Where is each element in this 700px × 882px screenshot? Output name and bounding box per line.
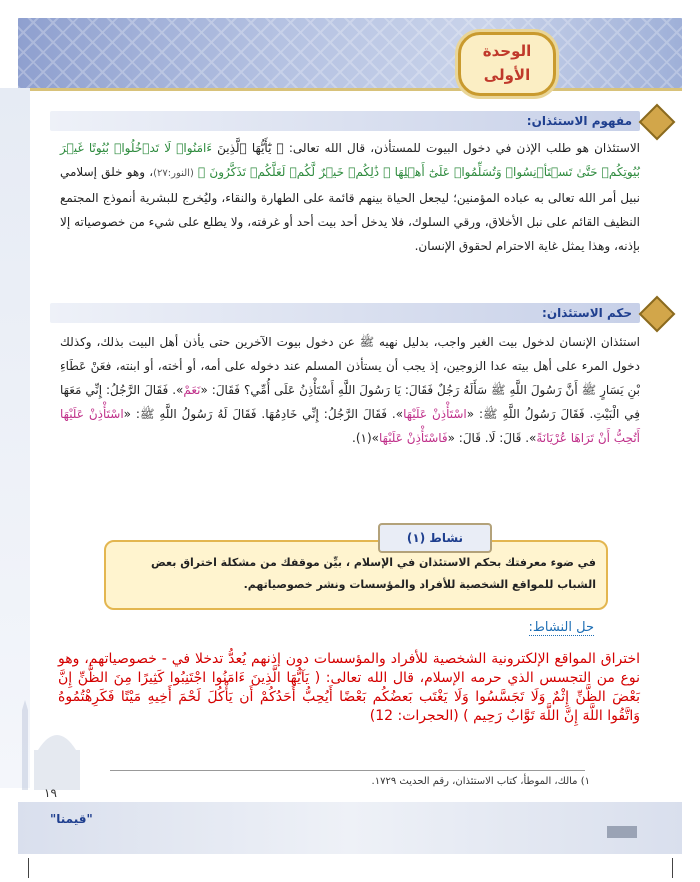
ruling-text-e: »(١). xyxy=(352,431,379,445)
ruling-text-b: ». فَقَالَ الرَّجُلُ: إِنِّي مَعَهَا فِي الْبَيْتِ. فَقَالَ رَسُولُ اللَّهِ ﷺ: « xyxy=(60,383,641,421)
header-pattern xyxy=(18,18,682,88)
unit-badge-line2: الأولى xyxy=(483,66,531,84)
hadith-phrase-2: اسْتَأْذِنْ عَلَيْهَا xyxy=(403,407,467,421)
answer-label: حل النشاط: xyxy=(528,620,594,635)
hadith-phrase-1: نَعَمْ xyxy=(183,383,201,397)
footer-mark xyxy=(607,826,637,838)
concept-paragraph xyxy=(60,136,640,258)
brand-logo: "قيمنا" xyxy=(50,812,93,826)
crop-mark xyxy=(28,858,29,878)
ruling-paragraph xyxy=(60,330,640,450)
ruling-text-a: استئذان الإنسان لدخول بيت الغير واجب، بدليل نهيه ﷺ عن دخول بيوت الآخرين حتى يأذن أهل البيت بذلك، وكذلك دخول المرء على أهل بيته عدا الزوجين، إذ يجب أن يستأذن المسلم عند دخوله على أمه، أو أخته، أو ابنته، فعَنْ عَطَاءِ بْنِ يَسَارٍ ﷺ أَنَّ رَسُولَ اللَّهِ ﷺ سَأَلَهُ رَجُلٌ فَقَالَ: يَا رَسُولَ اللَّهِ أَسْتَأْذِنُ عَلَى أُمِّي؟ فَقَالَ: « xyxy=(60,335,641,397)
activity-tab-label: نشاط (١) xyxy=(406,531,464,545)
ruling-text-d: ». قَالَ: لَا. قَالَ: « xyxy=(447,431,537,445)
activity-box xyxy=(104,540,608,610)
quran-verse: ءَامَنُوا۟ لَا تَدۡخُلُوا۟ بُيُوتًا غَيۡرَ بُيُوتِكُمۡ حَتَّىٰ تَسۡتَأۡنِسُوا۟ وَتُسَلِّمُوا۟ عَلَىٰٓ أَهۡلِهَا ۚ ذَٰلِكُمۡ خَيۡرٌ لَّكُمۡ لَعَلَّكُمۡ تَذَكَّرُونَ ﴾ xyxy=(60,141,640,179)
unit-badge-line1: الوحدة xyxy=(482,42,532,60)
footer-band xyxy=(18,802,682,854)
concept-text-b: ، وهو خلق إسلامي نبيل أمر الله تعالى به عباده المؤمنين؛ ليجعل الحياة بينهم قائمة على الطهارة والنقاء، وليُخرج للبشرية أنموذج المجتمع النظيف القائم على نبل الأخلاق، ورقي السلوك، فلا يدخل أحد بيت أحد أو غرفته، ولا يطلع على شيء من خصوصياته إلا بإذنه، وهذا يمثل غاية الاحترام لحقوق الإنسان. xyxy=(60,165,640,253)
verse-reference: (النور:٢٧) xyxy=(153,168,194,179)
section-header-concept xyxy=(50,111,640,131)
activity-text: في ضوء معرفتك بحكم الاستئذان في الإسلام ، بيِّن موقفك من مشكلة اختراق بعض الشباب للمواقع الشخصية للأفراد والمؤسسات ونشر خصوصياتهم. xyxy=(151,556,596,591)
hadith-phrase-4: فَاسْتَأْذِنْ عَلَيْهَا xyxy=(379,431,448,445)
section-header-ruling xyxy=(50,303,640,323)
ornament-icon xyxy=(639,296,676,333)
concept-text-a: الاستئذان هو طلب الإذن في دخول البيوت للمستأذن، قال الله تعالى: ﴿ يَٰٓأَيُّهَا ٱلَّذِينَ xyxy=(217,141,641,155)
crop-mark xyxy=(672,858,673,878)
footnote-divider xyxy=(110,770,585,771)
activity-tab xyxy=(378,523,492,553)
section-title-concept: مفهوم الاستئذان: xyxy=(526,114,632,128)
hadith-phrase-3: اسْتَأْذِنْ عَلَيْهَا أَتُحِبُّ أَنْ تَرَاهَا عُرْيَانَةً xyxy=(60,407,640,445)
side-decor-strip xyxy=(0,88,30,788)
answer-text: اختراق المواقع الإلكترونية الشخصية للأفراد والمؤسسات دون إذنهم يُعدُّ تدخلا في - خصوصياتهم، وهو نوع من التجسس الذي حرمه الإسلام، قال الله تعالى: ( يَآيُّهَا الَّذِينَ ءَامَنُوا اجْتَنِبُوا كَثِيرًا مِنَ الظَّنِّ إِنَّ بَعْضَ الظَّنِّ إِثْمٌ وَلَا تَجَسَّسُوا وَلَا يَغْتَب بَعضُكُم بَعْضًا أَيُحِبُّ أَحَدُكُمْ أَن يَأْكُلَ لَحْمَ أَخِيهِ مَيْتًا فَكَرِهْتُمُوهُ وَاتَّقُوا اللَّهَ إِنَّ اللَّهَ تَوَّابٌ رَحِيم ) (الحجرات: 12) xyxy=(58,651,640,724)
ruling-text-c: ». فَقَالَ الرَّجُلُ: إِنِّي خَادِمُهَا. فَقَالَ لَهُ رَسُولُ اللَّهِ ﷺ: « xyxy=(123,407,404,421)
section-title-ruling: حكم الاستئذان: xyxy=(542,306,632,320)
page-number: ١٩ xyxy=(44,786,57,800)
ornament-icon xyxy=(639,104,676,141)
header-band xyxy=(18,18,682,91)
footnote: ١) مالك، الموطأ، كتاب الاستئذان، رقم الحديث ١٧٢٩. xyxy=(371,776,590,787)
unit-badge xyxy=(458,32,556,96)
